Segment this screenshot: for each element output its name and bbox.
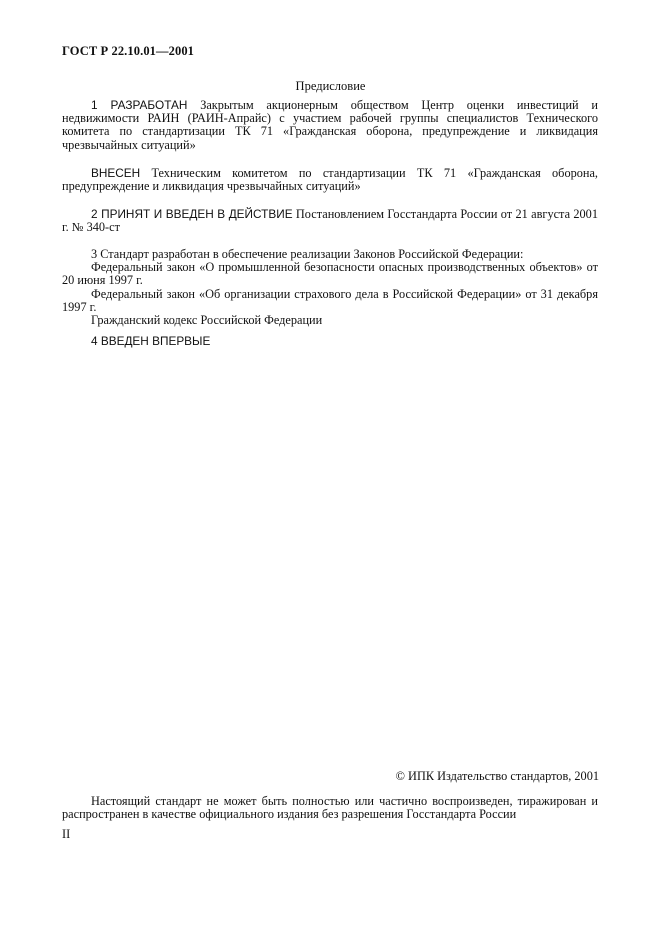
item-text: Техническим комитетом по стандартизации ТК 71 «Гражданская оборона, предупреждение и ликвидация чрезвычайных ситуаций» bbox=[62, 166, 598, 194]
reproduction-notice-text: Настоящий стандарт не может быть полностью или частично воспроизведен, тиражирован и распространен в качестве официального издания без разрешения Госстандарта России bbox=[62, 794, 598, 822]
reproduction-notice bbox=[62, 795, 598, 822]
item-text: Закрытым акционерным обществом Центр оценки инвестиций и недвижимости РАИН (РАИН-Апрайс) с участием рабочей группы специалистов Технического комитета по стандартизации ТК 71 «Гражданская оборона, предупреждение и ликвидация чрезвычайных ситуаций» bbox=[62, 98, 598, 152]
copyright-notice: © ИПК Издательство стандартов, 2001 bbox=[395, 769, 599, 783]
preface-item-developed bbox=[62, 99, 598, 152]
preface-item-first-introduced bbox=[62, 335, 598, 348]
item-lead: 2 ПРИНЯТ И ВВЕДЕН В ДЕЙСТВИЕ bbox=[91, 207, 293, 221]
page-number: II bbox=[62, 827, 71, 841]
standard-code-header: ГОСТ Р 22.10.01—2001 bbox=[62, 44, 195, 58]
laws-intro: 3 Стандарт разработан в обеспечение реализации Законов Российской Федерации: bbox=[91, 247, 524, 261]
item-lead: 4 ВВЕДЕН ВПЕРВЫЕ bbox=[91, 334, 211, 348]
item-lead: 1 РАЗРАБОТАН bbox=[91, 98, 188, 112]
law-civil-code: Гражданский кодекс Российской Федерации bbox=[91, 313, 323, 328]
item-text: Постановлением Госстандарта России от 21 августа 2001 г. № 340-ст bbox=[62, 207, 598, 235]
preface-item-laws bbox=[62, 248, 598, 327]
preface-title: Предисловие bbox=[295, 79, 366, 93]
preface-item-adopted bbox=[62, 208, 598, 234]
law-insurance: Федеральный закон «Об организации страхового дела в Российской Федерации» от 31 декабря 1997 г. bbox=[62, 286, 598, 314]
law-industrial-safety: Федеральный закон «О промышленной безопасности опасных производственных объектов» от 20 июня 1997 г. bbox=[62, 260, 598, 288]
item-lead: ВНЕСЕН bbox=[91, 166, 141, 180]
preface-item-introduced bbox=[62, 167, 598, 193]
